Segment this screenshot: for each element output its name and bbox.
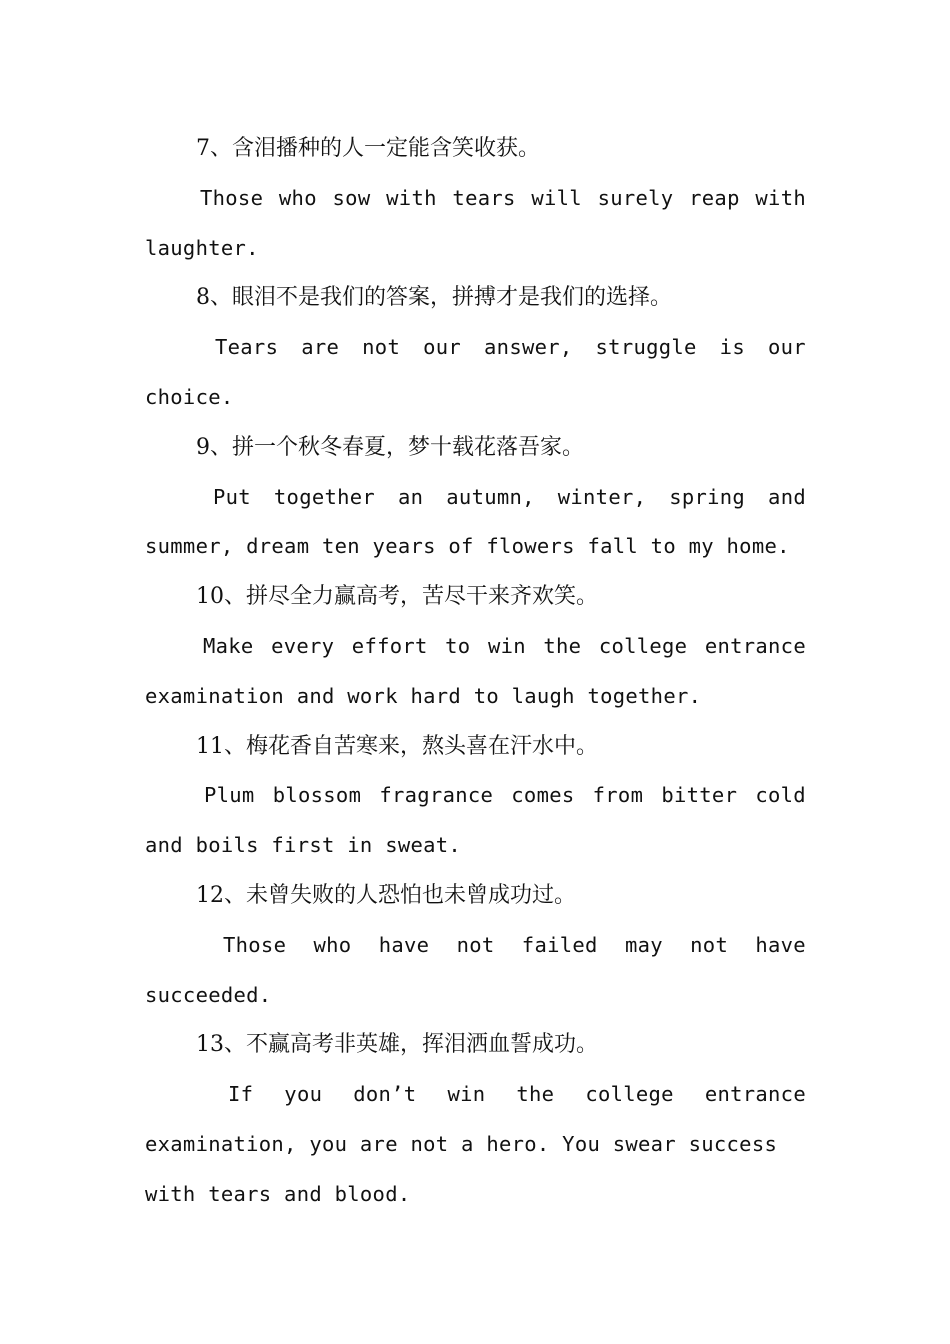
quote-11-english-line1 (145, 771, 806, 821)
word: with (386, 185, 437, 210)
quote-13-english-line2: examination, you are not a hero. You swear success (145, 1131, 778, 1156)
word: don’t (353, 1082, 417, 1107)
word: comes (511, 783, 575, 808)
word: If (228, 1082, 254, 1107)
quote-7-english-line2: laughter. (145, 235, 259, 260)
word: have (755, 932, 806, 957)
word: our (423, 335, 462, 360)
word: sow (332, 185, 371, 210)
word: entrance (704, 633, 806, 658)
word: college (598, 633, 688, 658)
word: win (487, 633, 526, 658)
quote-8-english-line1 (145, 323, 806, 373)
quote-13-english-line3: with tears and blood. (145, 1181, 411, 1206)
quote-12-english-line2: succeeded. (145, 982, 272, 1007)
quote-9-chinese: 9、拼一个秋冬春夏，梦十载花落吾家。 (196, 434, 584, 460)
word: every (271, 633, 335, 658)
word: cold (755, 783, 806, 808)
word: have (378, 932, 430, 957)
word: who (278, 185, 317, 210)
quote-12-chinese: 12、未曾失败的人恐怕也未曾成功过。 (196, 882, 576, 908)
quote-7-english-line1 (145, 174, 806, 224)
word: Tears (215, 335, 279, 360)
word: the (516, 1082, 555, 1107)
quote-8-english-line2: choice. (145, 384, 234, 409)
word: with (755, 185, 806, 210)
document-page (145, 124, 806, 1220)
quote-10-english-line2: examination and work hard to laugh together. (145, 683, 702, 708)
word: to (445, 633, 471, 658)
word: are (301, 335, 340, 360)
word: who (313, 932, 352, 957)
word: you (284, 1082, 323, 1107)
quote-12-english-line1 (145, 921, 806, 971)
quote-7-chinese: 7、含泪播种的人一定能含笑收获。 (196, 136, 540, 161)
quote-11-english-line2: and boils first in sweat. (145, 833, 462, 858)
word: autumn, (446, 484, 535, 509)
quote-11-chinese: 11、梅花香自苦寒来，熬头喜在汗水中。 (196, 733, 598, 759)
word: from (592, 783, 644, 808)
word: will (531, 185, 582, 210)
word: entrance (704, 1082, 806, 1107)
word: failed (521, 932, 598, 957)
word: Make (203, 633, 254, 658)
word: our (767, 335, 806, 360)
word: Those (223, 932, 287, 957)
word: an (398, 484, 424, 509)
quote-8-chinese: 8、眼泪不是我们的答案，拼搏才是我们的选择。 (196, 285, 672, 311)
word: win (447, 1082, 486, 1107)
quote-13-chinese: 13、不赢高考非英雄，挥泪洒血誓成功。 (196, 1032, 598, 1058)
quote-9-english-line2: summer, dream ten years of flowers fall to my home. (145, 534, 790, 559)
word: fragrance (379, 783, 494, 808)
quote-10-chinese: 10、拼尽全力赢高考，苦尽干来齐欢笑。 (196, 584, 598, 610)
word: Put (213, 484, 251, 509)
quote-10-english-line1 (145, 622, 806, 672)
word: the (543, 633, 582, 658)
word: answer, (484, 335, 573, 360)
quote-9-english-line1 (145, 473, 806, 523)
word: bitter (661, 783, 738, 808)
word: not (456, 932, 495, 957)
word: may (624, 932, 663, 957)
word: together (273, 484, 376, 509)
word: tears (452, 185, 516, 210)
word: college (585, 1082, 674, 1107)
word: winter, (557, 484, 647, 509)
word: spring (669, 484, 746, 509)
word: Plum (204, 783, 255, 808)
word: effort (351, 633, 428, 658)
word: struggle (595, 335, 697, 360)
word: reap (689, 185, 740, 210)
word: not (362, 335, 401, 360)
word: surely (597, 185, 674, 210)
word: not (690, 932, 729, 957)
word: Those (200, 185, 264, 210)
word: blossom (272, 783, 362, 808)
word: is (719, 335, 745, 360)
quote-13-english-line1 (145, 1070, 806, 1120)
word: and (768, 484, 806, 509)
